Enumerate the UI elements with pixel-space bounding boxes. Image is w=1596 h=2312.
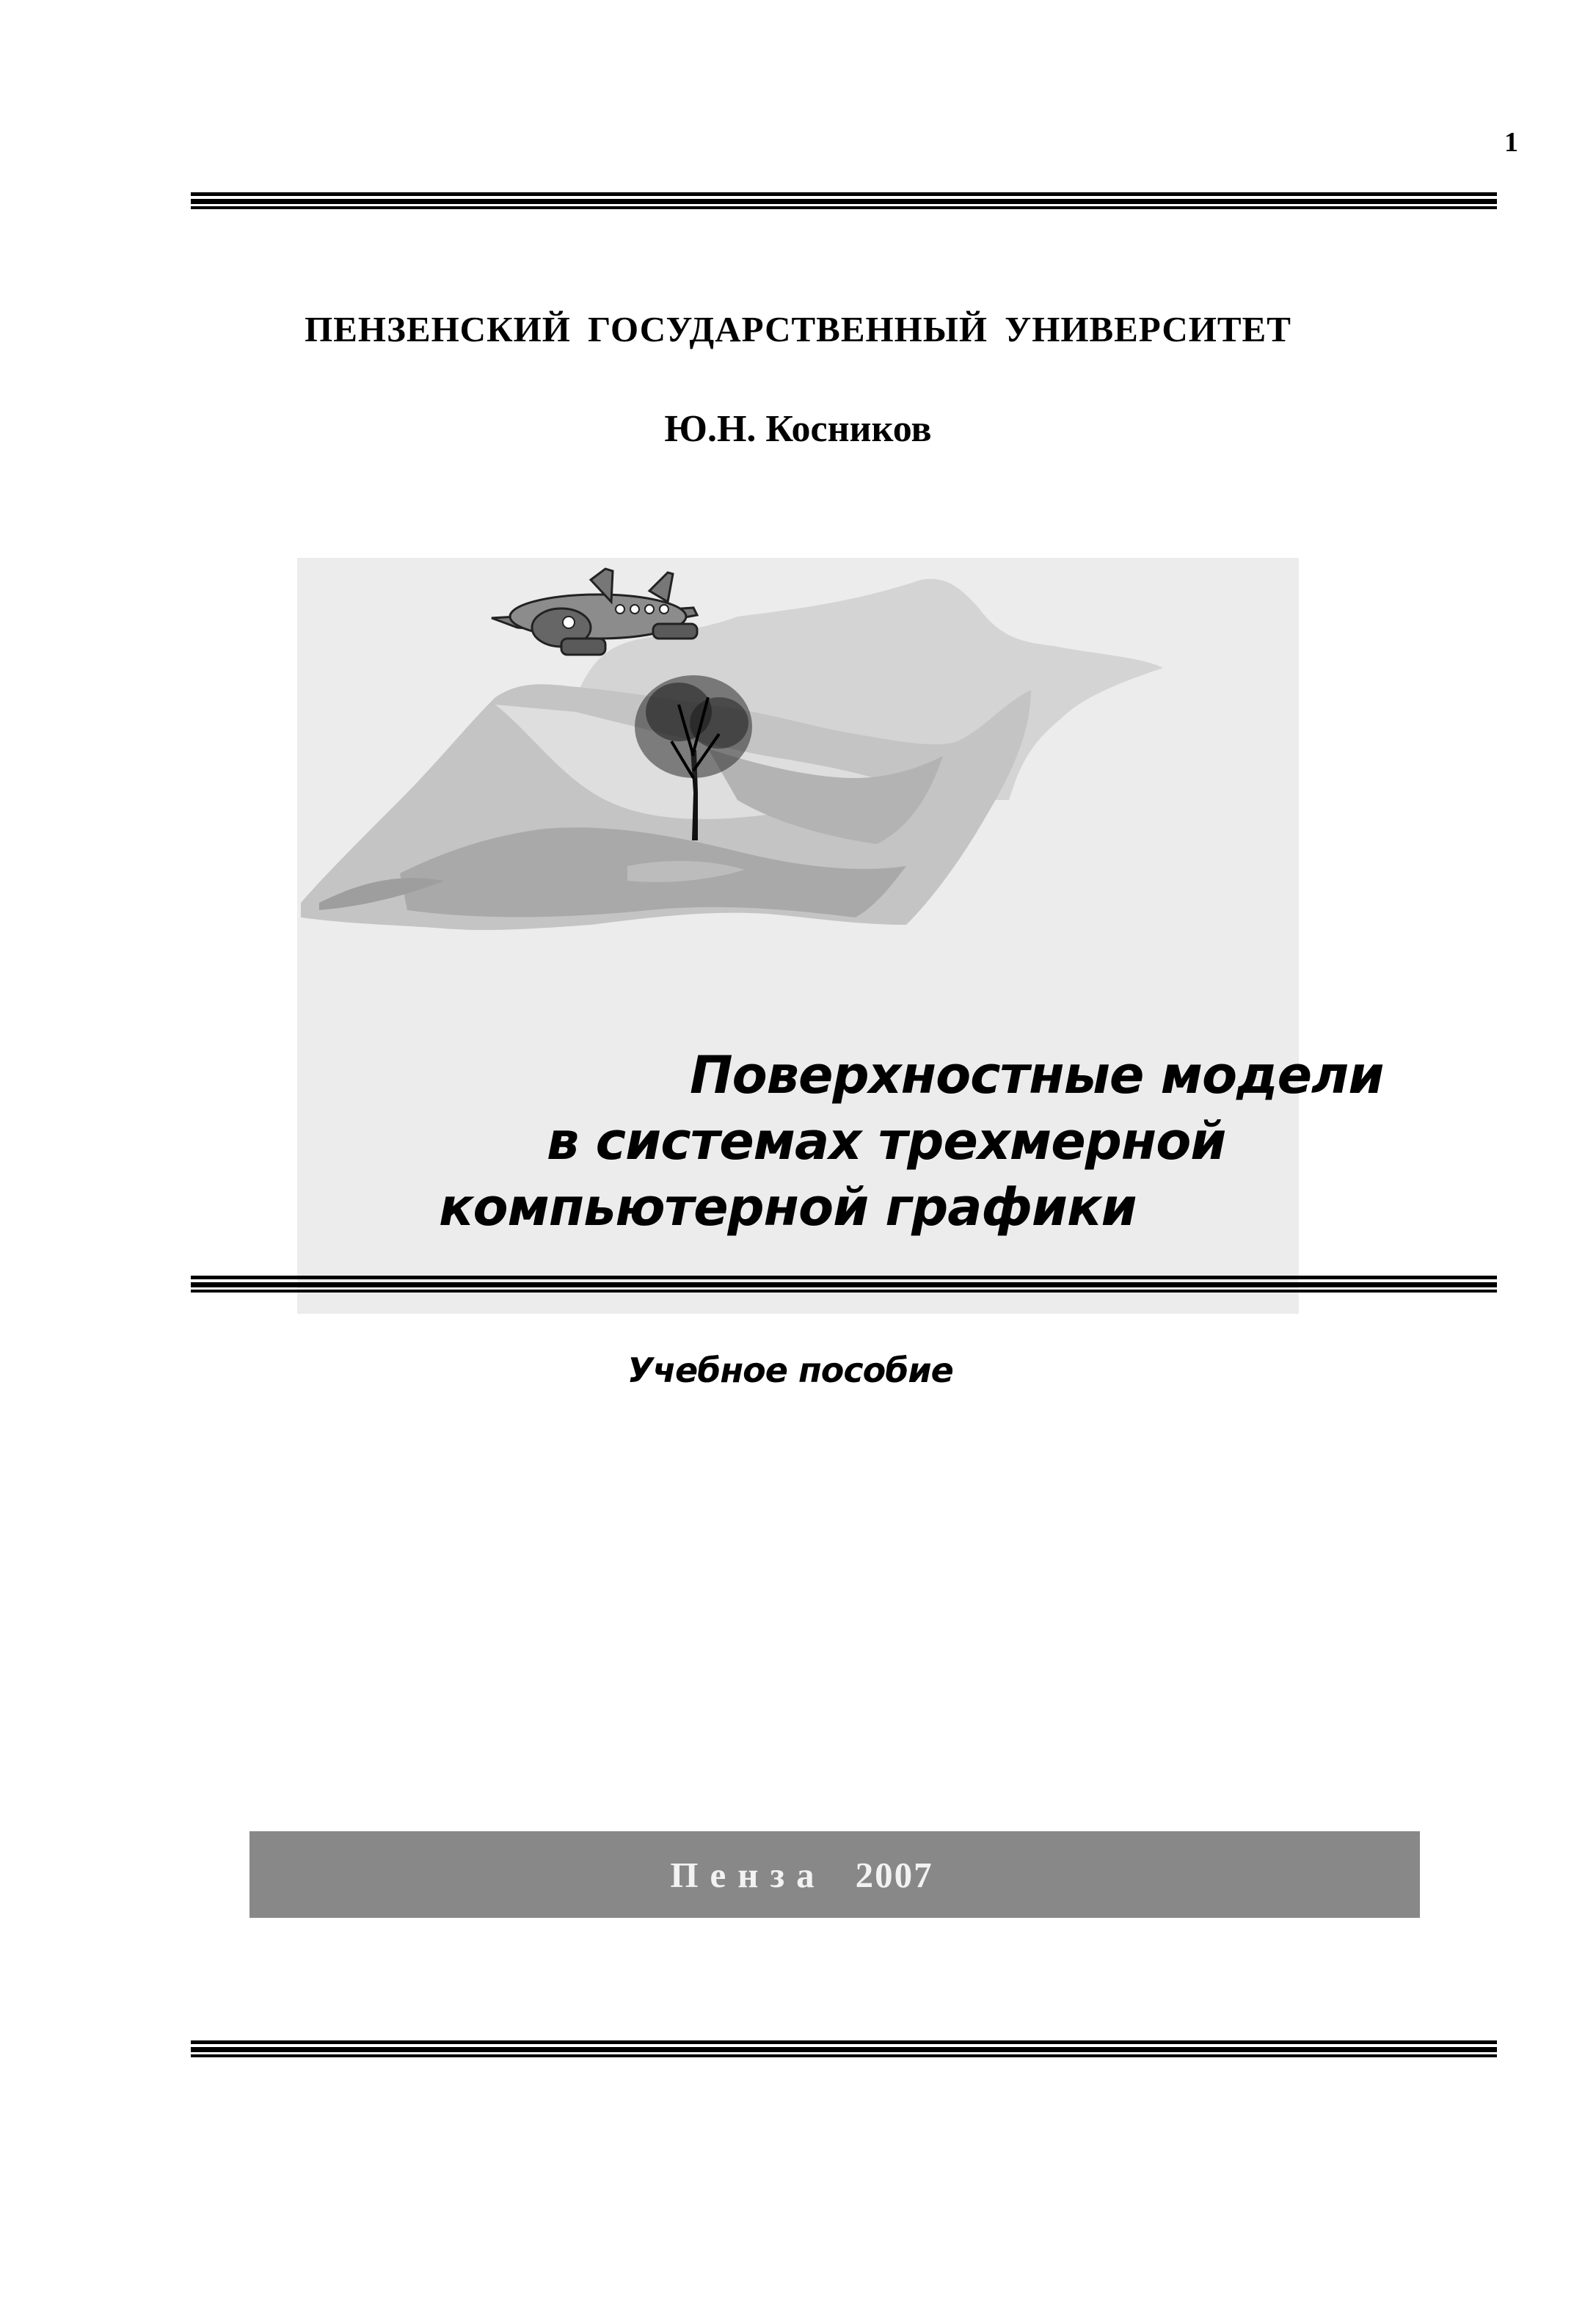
subtitle: Учебное пособие — [627, 1351, 953, 1390]
middle-divider — [191, 1276, 1497, 1293]
author-name: Ю.Н. Косников — [664, 408, 932, 450]
page-number: 1 — [1504, 127, 1518, 158]
top-divider — [191, 192, 1497, 210]
university-name: ПЕНЗЕНСКИЙ ГОСУДАРСТВЕННЫЙ УНИВЕРСИТЕТ — [305, 309, 1291, 349]
title-line-3: компьютерной графики — [439, 1177, 1137, 1237]
cover-illustration — [297, 558, 1299, 969]
publication-city: Пенза — [670, 1854, 826, 1895]
publication-year: 2007 — [855, 1854, 933, 1895]
bottom-divider — [191, 2040, 1497, 2058]
title-line-2: в системах трехмерной — [547, 1111, 1226, 1171]
title-line-1: Поверхностные модели — [690, 1045, 1384, 1105]
footer-band — [249, 1831, 1420, 1918]
